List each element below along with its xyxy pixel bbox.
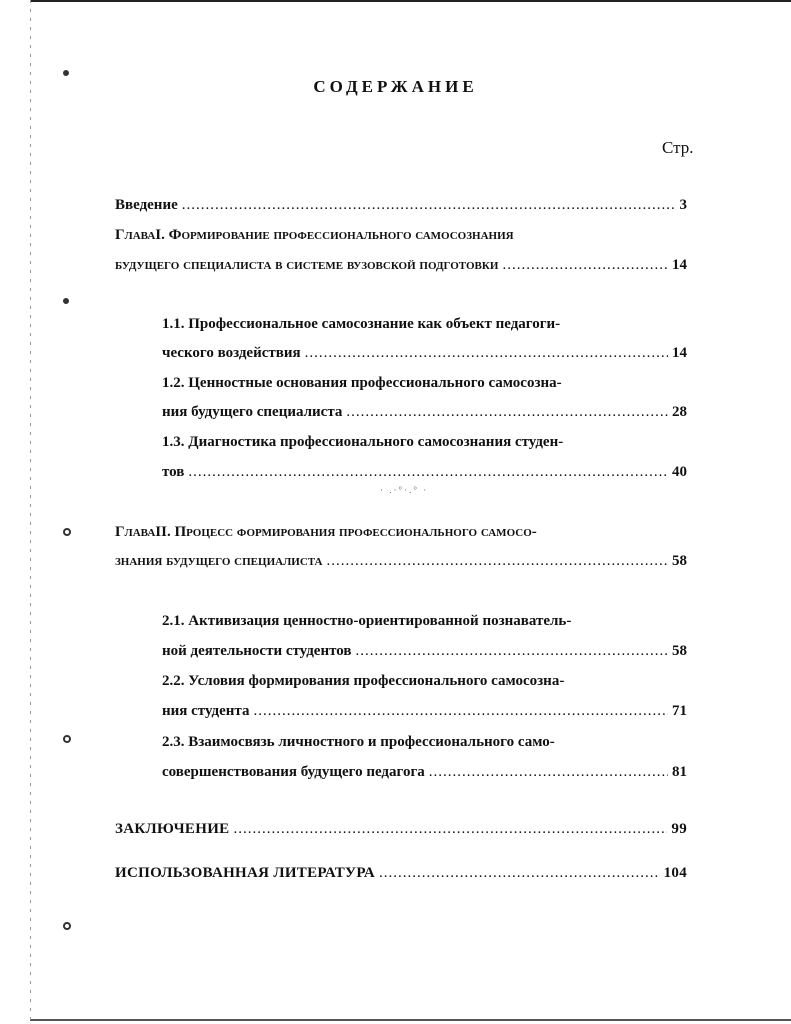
toc-page-number: 40 bbox=[672, 464, 687, 480]
toc-entry-label: ния будущего специалиста bbox=[162, 404, 343, 420]
toc-entry-label: ной деятельности студентов bbox=[162, 643, 352, 659]
toc-leader-dots bbox=[356, 643, 669, 660]
toc-page-number: 14 bbox=[672, 345, 687, 361]
toc-chapter-1[interactable] bbox=[115, 257, 687, 274]
toc-section-2-2[interactable] bbox=[162, 703, 687, 720]
toc-section-1-3-line1[interactable]: 1.3. Диагностика профессионального самосознания студен- bbox=[162, 434, 564, 450]
toc-section-2-3-line1[interactable]: 2.3. Взаимосвязь личностного и профессионального само- bbox=[162, 734, 555, 750]
toc-entry-conclusion[interactable] bbox=[115, 821, 687, 838]
page-title: СОДЕРЖАНИЕ bbox=[313, 77, 478, 96]
toc-entry-literature[interactable] bbox=[115, 865, 687, 882]
toc-leader-dots bbox=[253, 703, 668, 720]
toc-leader-dots bbox=[188, 464, 668, 481]
toc-section-1-2[interactable] bbox=[162, 404, 687, 421]
toc-entry-label: ИСПОЛЬЗОВАННАЯ ЛИТЕРАТУРА bbox=[115, 865, 376, 881]
toc-entry-label: совершенствования будущего педагога bbox=[162, 764, 425, 780]
toc-leader-dots bbox=[182, 197, 676, 214]
toc-leader-dots bbox=[233, 821, 667, 838]
toc-section-1-1-line1[interactable]: 1.1. Профессиональное самосознание как объект педагоги- bbox=[162, 316, 561, 332]
toc-page-number: 71 bbox=[672, 703, 687, 719]
toc-page-number: 81 bbox=[672, 764, 687, 780]
toc-page-number: 99 bbox=[671, 821, 687, 837]
toc-page-number: 104 bbox=[663, 865, 687, 881]
toc-page-number: 58 bbox=[672, 553, 687, 569]
toc-page-number: 28 bbox=[672, 404, 687, 420]
toc-entry-intro[interactable] bbox=[115, 197, 687, 214]
toc-leader-dots bbox=[502, 257, 668, 274]
toc-section-1-2-line1[interactable]: 1.2. Ценностные основания профессионального самосозна- bbox=[162, 375, 562, 391]
toc-chapter-2-line1[interactable]: ГлаваII. Процесс формирования профессионального самосо- bbox=[115, 524, 537, 540]
toc-entry-label: тов bbox=[162, 464, 185, 480]
toc-entry-label: ния студента bbox=[162, 703, 250, 719]
page-bottom-border bbox=[30, 1019, 791, 1021]
toc-chapter-2[interactable] bbox=[115, 553, 687, 570]
toc-entry-label: ческого воздействия bbox=[162, 345, 301, 361]
toc-chapter-1-line1[interactable]: ГлаваI. Формирование профессионального самосознания bbox=[115, 227, 514, 243]
toc-leader-dots bbox=[346, 404, 668, 421]
toc-page-number: 58 bbox=[672, 643, 687, 659]
toc-section-1-3[interactable] bbox=[162, 464, 687, 481]
page-top-border bbox=[30, 0, 791, 2]
toc-leader-dots bbox=[305, 345, 668, 362]
toc-leader-dots bbox=[379, 865, 660, 882]
scan-left-edge bbox=[30, 0, 31, 1024]
page-column-label: Стр. bbox=[662, 138, 694, 157]
toc-section-2-2-line1[interactable]: 2.2. Условия формирования профессионального самосозна- bbox=[162, 673, 565, 689]
toc-section-2-3[interactable] bbox=[162, 764, 687, 781]
toc-entry-label: Введение bbox=[115, 197, 178, 213]
toc-entry-label: знания будущего специалиста bbox=[115, 553, 323, 569]
toc-section-1-1[interactable] bbox=[162, 345, 687, 362]
toc-entry-label: будущего специалиста в системе вузовской подготовки bbox=[115, 257, 499, 273]
punch-hole-mark bbox=[63, 70, 69, 76]
toc-section-2-1-line1[interactable]: 2.1. Активизация ценностно-ориентированной познаватель- bbox=[162, 613, 572, 629]
toc-section-2-1[interactable] bbox=[162, 643, 687, 660]
punch-hole-mark bbox=[63, 528, 71, 536]
toc-leader-dots bbox=[429, 764, 668, 781]
toc-page-number: 14 bbox=[672, 257, 687, 273]
toc-page-number: 3 bbox=[679, 197, 687, 213]
toc-leader-dots bbox=[327, 553, 668, 570]
punch-hole-mark bbox=[63, 735, 71, 743]
punch-hole-mark bbox=[63, 922, 71, 930]
toc-entry-label: ЗАКЛЮЧЕНИЕ bbox=[115, 821, 230, 837]
scan-noise: · .·°·.° · bbox=[380, 485, 429, 495]
punch-hole-mark bbox=[63, 298, 69, 304]
